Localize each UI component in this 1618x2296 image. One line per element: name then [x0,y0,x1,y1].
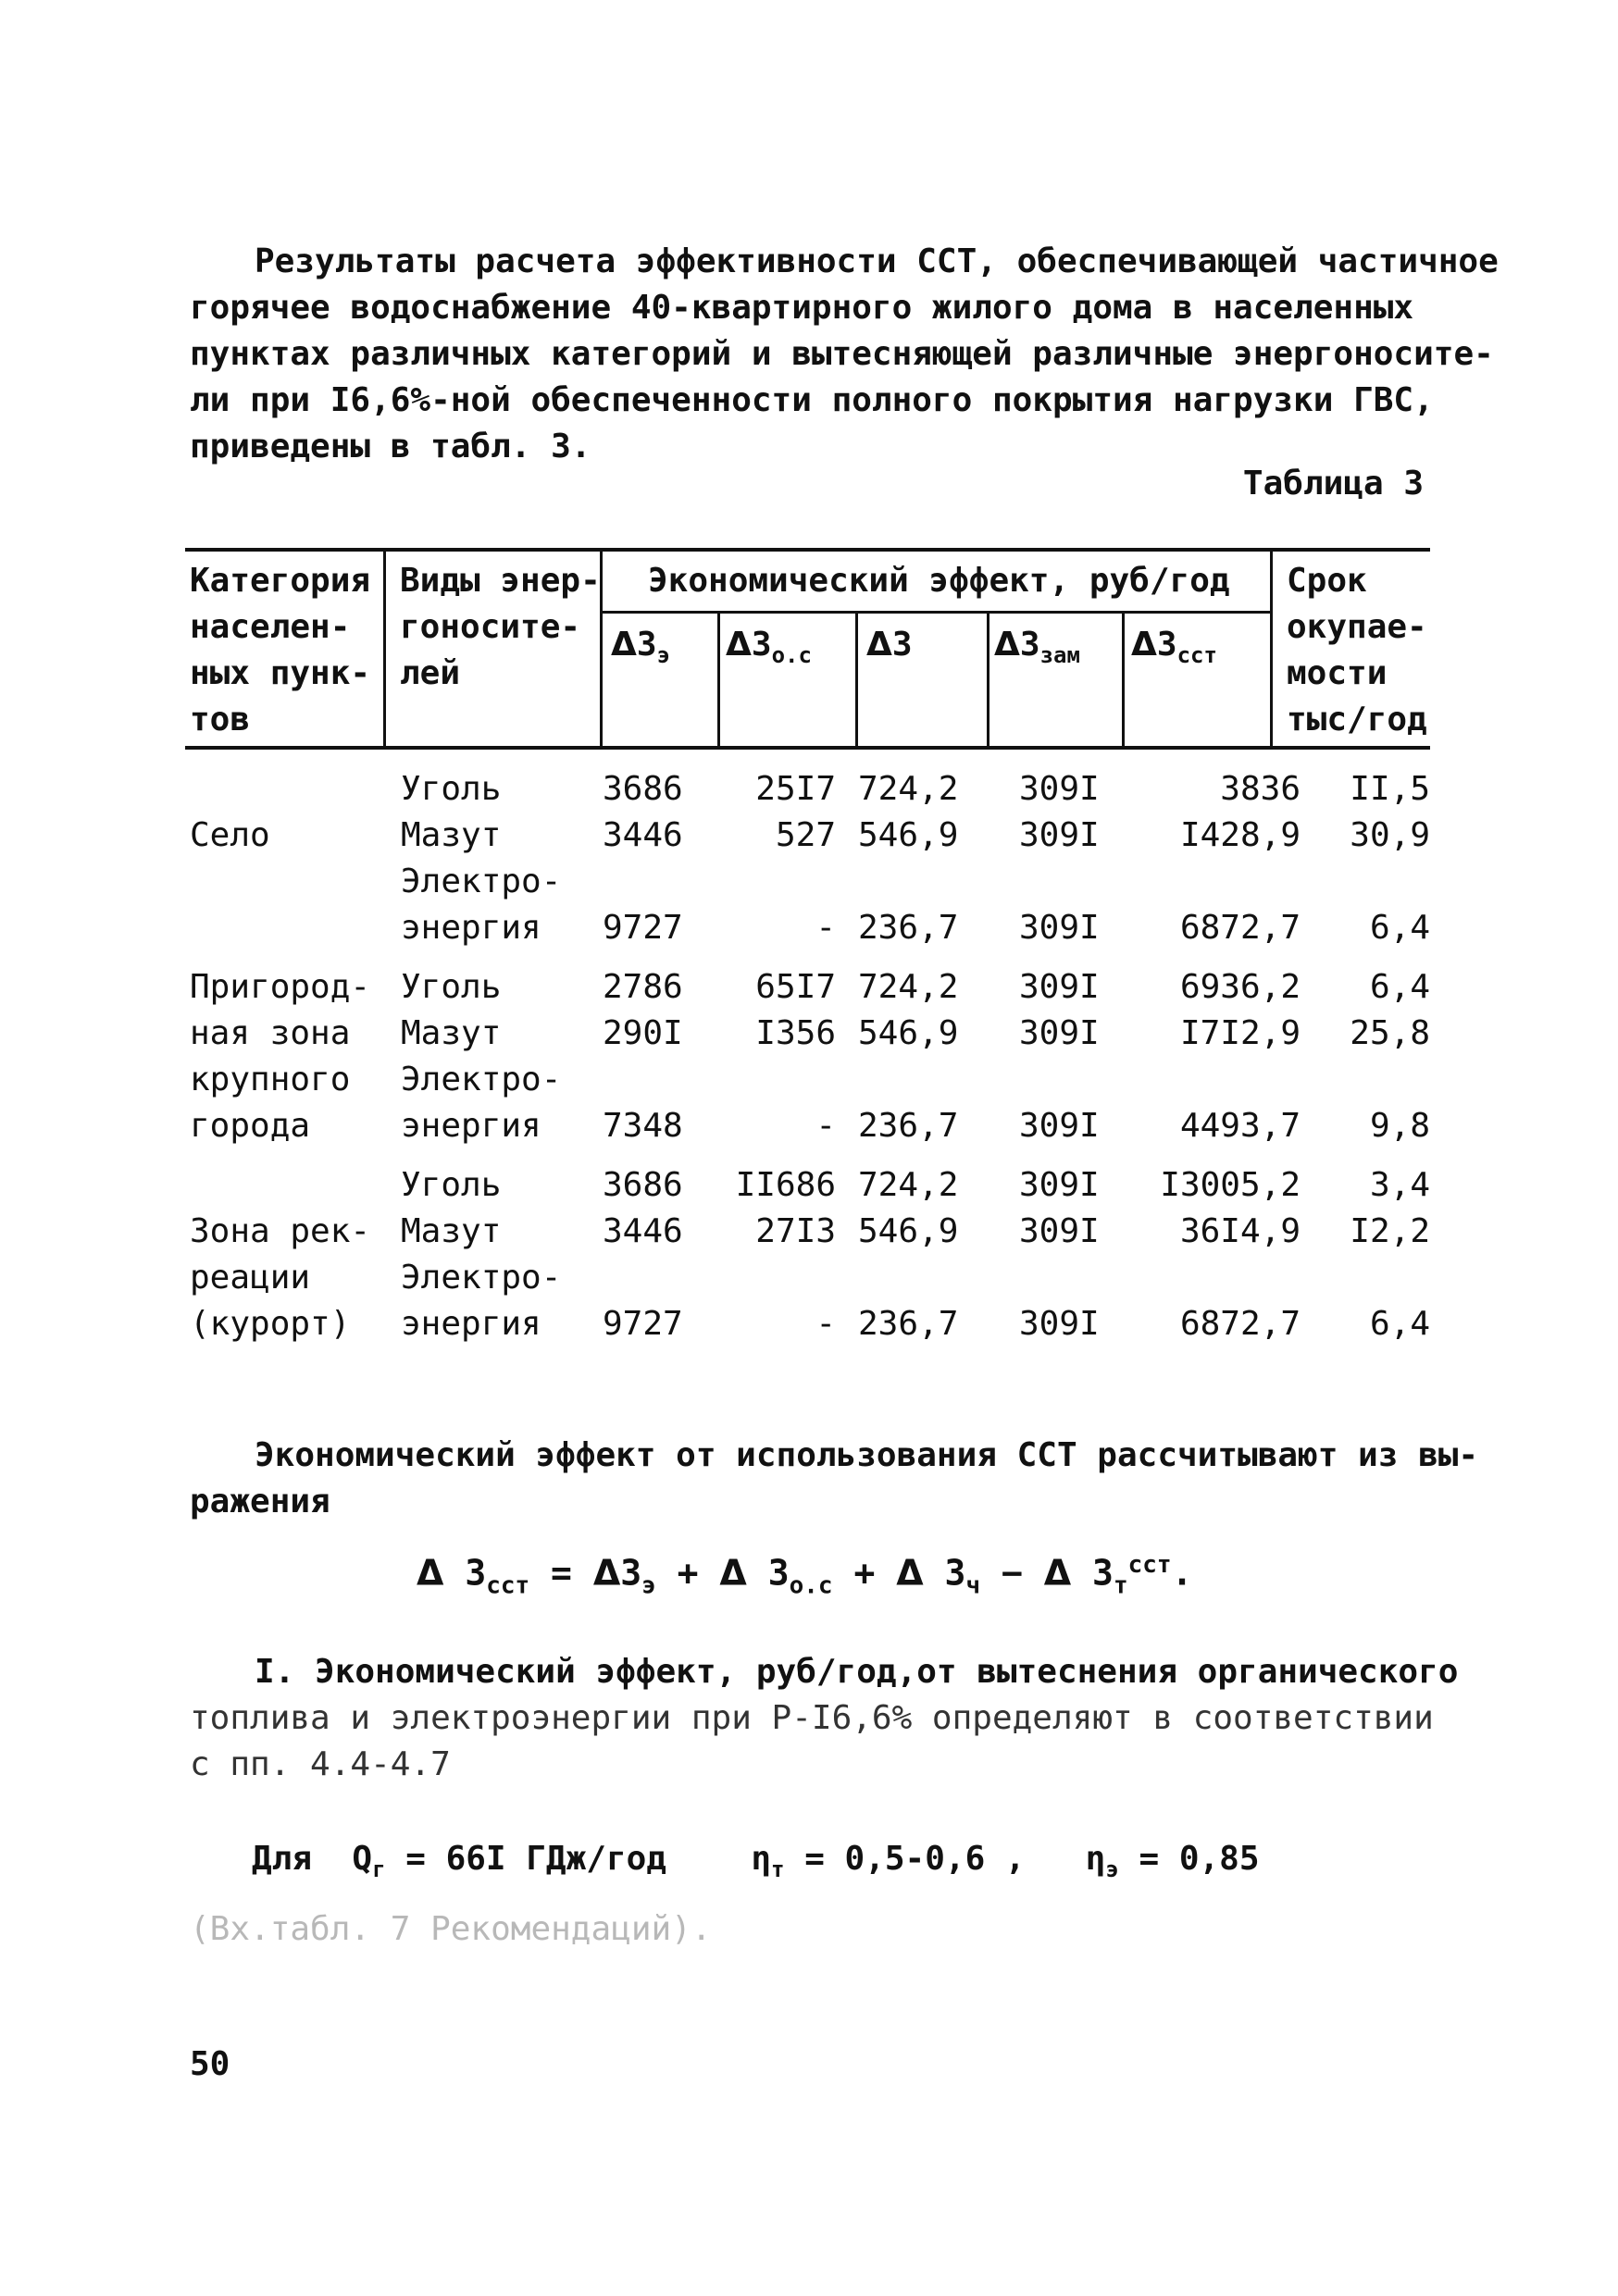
header-effect-group: Экономический эффект, руб/год [648,562,1230,600]
page-number: 50 [190,2045,230,2083]
header-category: Категория населен- ных пунк- тов [190,562,371,738]
intro-line: горячее водоснабжение 40-квартирного жилого дома в населенных [190,289,1414,327]
effect-group-rule [600,611,1270,614]
paragraph-line: топлива и электроэнергии при Р-I6,6% определяют в соответствии [190,1699,1434,1737]
table-top-rule [185,548,1430,552]
step-one-paragraph [190,1649,1459,1788]
header-payback: Срок окупае- мости тыс/год [1287,562,1427,738]
col-divider [987,613,989,748]
col-divider [1122,613,1125,748]
paragraph-line: с пп. 4.4-4.7 [190,1745,451,1783]
intro-line: Результаты расчета эффективности ССТ, обеспечивающей частичное [255,242,1499,280]
intro-paragraph [190,239,1499,470]
header-delta-os: $\Delta З_{о.с}$ [726,626,812,668]
table-row: реации Электро- [190,1259,562,1297]
paragraph-line: ражения [190,1483,330,1520]
header-delta-zam: $\Delta З_{зам}$ [994,626,1080,668]
col-divider [1270,550,1273,748]
table-row: Пригород- Уголь 2786 65I7 724,2 309I 6936,2 6,4 [190,968,1430,1006]
table-row: Уголь 3686 II686 724,2 309I I3005,2 3,4 [401,1166,1430,1204]
given-values: Для $Q_г = 66I$ ГДж/год $\eta_т = 0,5-0,6$ , $\eta_э = 0,85$ [252,1840,1260,1883]
intro-line: пунктах различных категорий и вытесняющей различные энергоносите- [190,335,1494,373]
table-row: энергия 9727 - 236,7 309I 6872,7 6,4 [401,909,1430,947]
formula-intro-paragraph [190,1433,1479,1525]
intro-line: приведены в табл. 3. [190,428,591,465]
col-divider [717,613,720,748]
table-row: города энергия 7348 - 236,7 309I 4493,7 9,8 [190,1107,1430,1145]
table-row: Зона рек- Мазут 3446 27I3 546,9 309I 36I4,9 I2,2 [190,1212,1430,1250]
table-row: крупного Электро- [190,1061,562,1098]
faded-reference-note: (Вх.табл. 7 Рекомендаций). [190,1910,712,1948]
effect-formula: Δ $З_{сст} = \Delta З_э + \Delta$ $З_{о.с} + \Delta$ $З_ч - \Delta$ $З_т^{сст}$. [417,1551,1193,1600]
paragraph-line: Экономический эффект от использования ССТ рассчитывают из вы- [255,1436,1479,1474]
table-header-bottom-rule [185,746,1430,750]
table-caption: Таблица 3 [1242,465,1424,503]
table-row: Электро- [401,863,562,900]
paragraph-line: I. Экономический эффект, руб/год,от вытеснения органического [255,1653,1459,1691]
col-divider [383,550,386,748]
header-delta-sst: $\Delta З_{сст}$ [1131,626,1217,668]
header-delta: ΔЗ [866,626,913,664]
table-row: ная зона Мазут 290I I356 546,9 309I I7I2,9 25,8 [190,1014,1430,1052]
header-carrier: Виды энер- гоносите- лей [400,562,601,692]
col-divider [855,613,858,748]
header-delta-e: $\Delta З_э$ [611,626,671,668]
table-row: Уголь 3686 25I7 724,2 309I 3836 II,5 [401,770,1430,808]
intro-line: ли при I6,6%-ной обеспеченности полного покрытия нагрузки ГВС, [190,381,1434,419]
table-row: Село Мазут 3446 527 546,9 309I I428,9 30,9 [190,816,1430,854]
table-row: (курорт) энергия 9727 - 236,7 309I 6872,7 6,4 [190,1305,1430,1343]
